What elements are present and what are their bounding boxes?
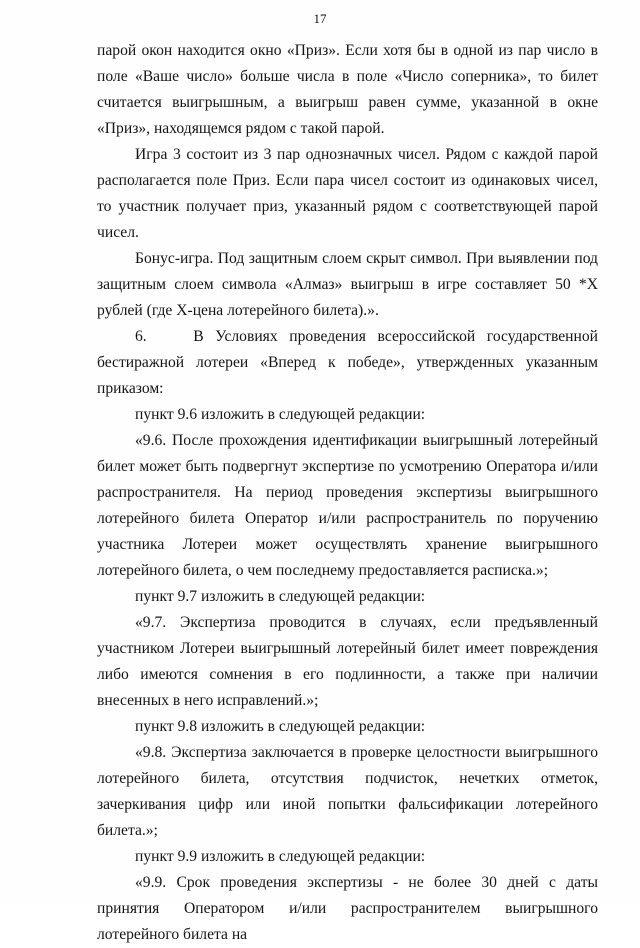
page-number: 17 (313, 11, 327, 26)
document-body (97, 38, 598, 948)
paragraph-game-3: Игра 3 состоит из 3 пар однозначных чисел. Рядом с каждой парой располагается поле Приз. Если пара чисел состоит из одинаковых чисел, то участник получает приз, указанный рядом с соответствующей парой чисел. (97, 146, 598, 241)
paragraph-clause-9-9-intro: пункт 9.9 изложить в следующей редакции: (135, 848, 426, 865)
paragraph-clause-9-6-intro: пункт 9.6 изложить в следующей редакции: (135, 406, 426, 423)
paragraph-clause-9-9-text: «9.9. Срок проведения экспертизы - не более 30 дней с даты принятия Оператором и/или распространителем выигрышного лотерейного билета на (97, 874, 598, 943)
paragraph-clause-9-8-intro: пункт 9.8 изложить в следующей редакции: (135, 718, 426, 735)
paragraph-clause-9-6-text: «9.6. После прохождения идентификации выигрышный лотерейный билет может быть подвергнут экспертизе по усмотрению Оператора и/или распространителя. На период проведения экспертизы выигрышного лотерейного билета Оператор и/или распространитель по поручению участника Лотереи может осуществлять хранение выигрышного лотерейного билета, о чем последнему предоставляется расписка.»; (97, 432, 598, 579)
paragraph-bonus-game: Бонус-игра. Под защитным слоем скрыт символ. При выявлении под защитным слоем символа «Алмаз» выигрыш в игре составляет 50 *Х рублей (где Х-цена лотерейного билета).». (97, 250, 598, 319)
paragraph-item-6: 6. В Условиях проведения всероссийской государственной бестиражной лотереи «Вперед к победе», утвержденных указанным приказом: (97, 328, 598, 397)
paragraph-clause-9-7-text: «9.7. Экспертиза проводится в случаях, если предъявленный участником Лотереи выигрышный лотерейный билет имеет повреждения либо имеются сомнения в его подлинности, а также при наличии внесенных в него исправлений.»; (97, 614, 598, 709)
paragraph-continuation: парой окон находится окно «Приз». Если хотя бы в одной из пар число в поле «Ваше число» больше числа в поле «Число соперника», то билет считается выигрышным, а выигрыш равен сумме, указанной в окне «Приз», находящемся рядом с такой парой. (97, 42, 598, 137)
paragraph-clause-9-7-intro: пункт 9.7 изложить в следующей редакции: (135, 588, 426, 605)
paragraph-clause-9-8-text: «9.8. Экспертиза заключается в проверке целостности выигрышного лотерейного билета, отсутствия подчисток, нечетких отметок, зачеркивания цифр или иной попытки фальсификации лотерейного билета.»; (97, 744, 598, 839)
